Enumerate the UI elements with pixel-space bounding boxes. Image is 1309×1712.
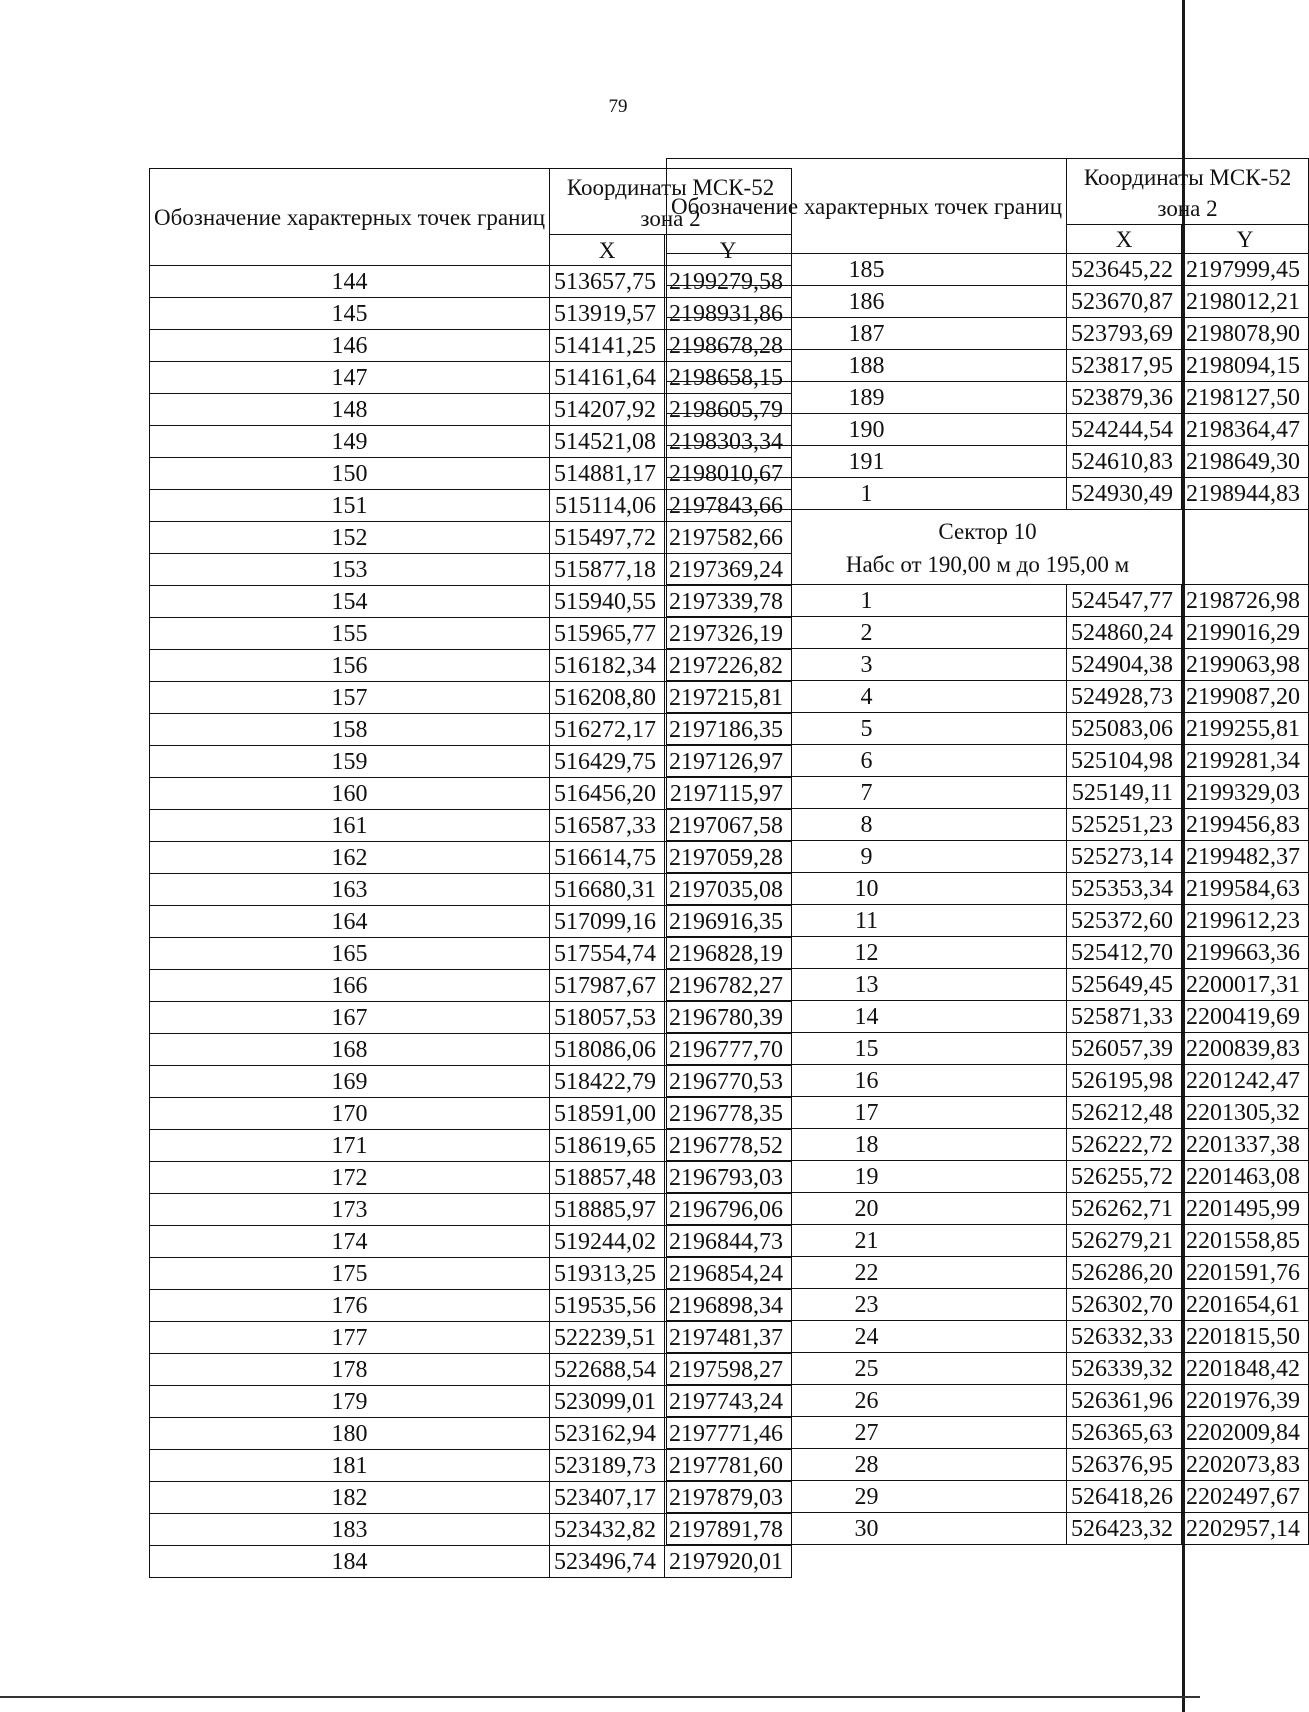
x-coordinate-cell: 516208,80 bbox=[550, 682, 665, 714]
header-coordinates bbox=[1067, 159, 1309, 225]
x-coordinate-cell: 516456,20 bbox=[550, 778, 665, 810]
point-number-cell: 26 bbox=[667, 1385, 1067, 1417]
point-number-cell: 167 bbox=[150, 1002, 550, 1034]
table-row bbox=[667, 382, 1309, 414]
table-row bbox=[667, 1513, 1309, 1545]
point-number-cell: 27 bbox=[667, 1417, 1067, 1449]
y-coordinate-cell: 2197920,01 bbox=[665, 1546, 792, 1578]
y-coordinate-cell: 2196828,19 bbox=[665, 938, 792, 970]
point-number-cell: 165 bbox=[150, 938, 550, 970]
x-coordinate-cell: 526255,72 bbox=[1067, 1161, 1182, 1193]
y-coordinate-cell: 2199279,58 bbox=[665, 266, 792, 298]
point-number-cell: 20 bbox=[667, 1193, 1067, 1225]
table-row bbox=[667, 446, 1309, 478]
x-coordinate-cell: 517099,16 bbox=[550, 906, 665, 938]
point-number-cell: 161 bbox=[150, 810, 550, 842]
x-coordinate-cell: 526195,98 bbox=[1067, 1065, 1182, 1097]
x-coordinate-cell: 519313,25 bbox=[550, 1258, 665, 1290]
table-row bbox=[667, 1385, 1309, 1417]
table-row bbox=[667, 1449, 1309, 1481]
y-coordinate-cell: 2197035,08 bbox=[665, 874, 792, 906]
y-coordinate-cell: 2197598,27 bbox=[665, 1354, 792, 1386]
y-coordinate-cell: 2199612,23 bbox=[1182, 905, 1309, 937]
point-number-cell: 184 bbox=[150, 1546, 550, 1578]
x-coordinate-cell: 524547,77 bbox=[1067, 585, 1182, 617]
table-row bbox=[667, 1033, 1309, 1065]
table-row bbox=[667, 1129, 1309, 1161]
y-coordinate-cell: 2199329,03 bbox=[1182, 777, 1309, 809]
point-number-cell: 152 bbox=[150, 522, 550, 554]
table-row bbox=[667, 969, 1309, 1001]
y-coordinate-cell: 2200419,69 bbox=[1182, 1001, 1309, 1033]
x-coordinate-cell: 525649,45 bbox=[1067, 969, 1182, 1001]
point-number-cell: 182 bbox=[150, 1482, 550, 1514]
table-row bbox=[667, 681, 1309, 713]
y-coordinate-cell: 2199087,20 bbox=[1182, 681, 1309, 713]
x-coordinate-cell: 524930,49 bbox=[1067, 478, 1182, 510]
x-coordinate-cell: 523432,82 bbox=[550, 1514, 665, 1546]
table-row bbox=[667, 873, 1309, 905]
point-number-cell: 171 bbox=[150, 1130, 550, 1162]
point-number-cell: 181 bbox=[150, 1450, 550, 1482]
y-coordinate-cell: 2197326,19 bbox=[665, 618, 792, 650]
x-coordinate-cell: 523817,95 bbox=[1067, 350, 1182, 382]
y-coordinate-cell: 2198605,79 bbox=[665, 394, 792, 426]
y-coordinate-cell: 2199281,34 bbox=[1182, 745, 1309, 777]
table-row bbox=[667, 617, 1309, 649]
header-designation: Обозначение характерных точек границ bbox=[150, 169, 550, 266]
y-coordinate-cell: 2201242,47 bbox=[1182, 1065, 1309, 1097]
x-coordinate-cell: 524244,54 bbox=[1067, 414, 1182, 446]
y-coordinate-cell: 2199663,36 bbox=[1182, 937, 1309, 969]
x-coordinate-cell: 513919,57 bbox=[550, 298, 665, 330]
x-coordinate-cell: 524610,83 bbox=[1067, 446, 1182, 478]
point-number-cell: 183 bbox=[150, 1514, 550, 1546]
header-x: X bbox=[550, 235, 665, 266]
point-number-cell: 30 bbox=[667, 1513, 1067, 1545]
x-coordinate-cell: 519244,02 bbox=[550, 1226, 665, 1258]
x-coordinate-cell: 523189,73 bbox=[550, 1450, 665, 1482]
table-row bbox=[667, 1481, 1309, 1513]
y-coordinate-cell: 2197781,60 bbox=[665, 1450, 792, 1482]
header-designation: Обозначение характерных точек границ bbox=[667, 159, 1067, 254]
y-coordinate-cell: 2196782,27 bbox=[665, 970, 792, 1002]
point-number-cell: 25 bbox=[667, 1353, 1067, 1385]
x-coordinate-cell: 525871,33 bbox=[1067, 1001, 1182, 1033]
y-coordinate-cell: 2196780,39 bbox=[665, 1002, 792, 1034]
right-table-body-top bbox=[667, 254, 1309, 510]
y-coordinate-cell: 2197226,82 bbox=[665, 650, 792, 682]
y-coordinate-cell: 2196793,03 bbox=[665, 1162, 792, 1194]
x-coordinate-cell: 523407,17 bbox=[550, 1482, 665, 1514]
y-coordinate-cell: 2198078,90 bbox=[1182, 318, 1309, 350]
table-row bbox=[667, 745, 1309, 777]
table-row bbox=[667, 841, 1309, 873]
point-number-cell: 18 bbox=[667, 1129, 1067, 1161]
y-coordinate-cell: 2197999,45 bbox=[1182, 254, 1309, 286]
header-coordinates-zone: зона 2 bbox=[640, 206, 701, 231]
x-coordinate-cell: 525083,06 bbox=[1067, 713, 1182, 745]
x-coordinate-cell: 518057,53 bbox=[550, 1002, 665, 1034]
x-coordinate-cell: 516182,34 bbox=[550, 650, 665, 682]
point-number-cell: 170 bbox=[150, 1098, 550, 1130]
table-row bbox=[667, 1289, 1309, 1321]
point-number-cell: 4 bbox=[667, 681, 1067, 713]
y-coordinate-cell: 2199255,81 bbox=[1182, 713, 1309, 745]
point-number-cell: 172 bbox=[150, 1162, 550, 1194]
coordinates-table-right bbox=[666, 158, 1309, 1545]
table-row bbox=[667, 1353, 1309, 1385]
y-coordinate-cell: 2198649,30 bbox=[1182, 446, 1309, 478]
y-coordinate-cell: 2196778,35 bbox=[665, 1098, 792, 1130]
point-number-cell: 157 bbox=[150, 682, 550, 714]
y-coordinate-cell: 2198658,15 bbox=[665, 362, 792, 394]
point-number-cell: 148 bbox=[150, 394, 550, 426]
x-coordinate-cell: 526262,71 bbox=[1067, 1193, 1182, 1225]
point-number-cell: 190 bbox=[667, 414, 1067, 446]
y-coordinate-cell: 2201591,76 bbox=[1182, 1257, 1309, 1289]
point-number-cell: 29 bbox=[667, 1481, 1067, 1513]
header-y: Y bbox=[665, 235, 792, 266]
table-row bbox=[667, 937, 1309, 969]
x-coordinate-cell: 524928,73 bbox=[1067, 681, 1182, 713]
y-coordinate-cell: 2201815,50 bbox=[1182, 1321, 1309, 1353]
point-number-cell: 173 bbox=[150, 1194, 550, 1226]
y-coordinate-cell: 2196796,06 bbox=[665, 1194, 792, 1226]
table-row bbox=[667, 414, 1309, 446]
point-number-cell: 151 bbox=[150, 490, 550, 522]
x-coordinate-cell: 526376,95 bbox=[1067, 1449, 1182, 1481]
y-coordinate-cell: 2197215,81 bbox=[665, 682, 792, 714]
y-coordinate-cell: 2197481,37 bbox=[665, 1322, 792, 1354]
x-coordinate-cell: 523645,22 bbox=[1067, 254, 1182, 286]
y-coordinate-cell: 2198127,50 bbox=[1182, 382, 1309, 414]
point-number-cell: 191 bbox=[667, 446, 1067, 478]
y-coordinate-cell: 2198931,86 bbox=[665, 298, 792, 330]
y-coordinate-cell: 2196854,24 bbox=[665, 1258, 792, 1290]
point-number-cell: 145 bbox=[150, 298, 550, 330]
y-coordinate-cell: 2196777,70 bbox=[665, 1034, 792, 1066]
y-coordinate-cell: 2198010,67 bbox=[665, 458, 792, 490]
x-coordinate-cell: 526423,32 bbox=[1067, 1513, 1182, 1545]
x-coordinate-cell: 515114,06 bbox=[550, 490, 665, 522]
point-number-cell: 8 bbox=[667, 809, 1067, 841]
y-coordinate-cell: 2198726,98 bbox=[1182, 585, 1309, 617]
sector-height-range: Набс от 190,00 м до 195,00 м bbox=[845, 552, 1130, 577]
x-coordinate-cell: 525104,98 bbox=[1067, 745, 1182, 777]
point-number-cell: 13 bbox=[667, 969, 1067, 1001]
table-row bbox=[667, 318, 1309, 350]
point-number-cell: 189 bbox=[667, 382, 1067, 414]
point-number-cell: 159 bbox=[150, 746, 550, 778]
x-coordinate-cell: 526222,72 bbox=[1067, 1129, 1182, 1161]
table-row bbox=[667, 1161, 1309, 1193]
page-number: 79 bbox=[608, 96, 628, 117]
x-coordinate-cell: 526365,63 bbox=[1067, 1417, 1182, 1449]
y-coordinate-cell: 2197879,03 bbox=[665, 1482, 792, 1514]
point-number-cell: 5 bbox=[667, 713, 1067, 745]
y-coordinate-cell: 2202497,67 bbox=[1182, 1481, 1309, 1513]
x-coordinate-cell: 526302,70 bbox=[1067, 1289, 1182, 1321]
y-coordinate-cell: 2201305,32 bbox=[1182, 1097, 1309, 1129]
point-number-cell: 10 bbox=[667, 873, 1067, 905]
point-number-cell: 22 bbox=[667, 1257, 1067, 1289]
x-coordinate-cell: 526332,33 bbox=[1067, 1321, 1182, 1353]
y-coordinate-cell: 2197115,97 bbox=[665, 778, 792, 810]
right-table-body-bottom bbox=[667, 585, 1309, 1545]
x-coordinate-cell: 526418,26 bbox=[1067, 1481, 1182, 1513]
x-coordinate-cell: 526361,96 bbox=[1067, 1385, 1182, 1417]
x-coordinate-cell: 514207,92 bbox=[550, 394, 665, 426]
point-number-cell: 160 bbox=[150, 778, 550, 810]
y-coordinate-cell: 2202073,83 bbox=[1182, 1449, 1309, 1481]
point-number-cell: 154 bbox=[150, 586, 550, 618]
table-row bbox=[667, 1417, 1309, 1449]
point-number-cell: 185 bbox=[667, 254, 1067, 286]
point-number-cell: 11 bbox=[667, 905, 1067, 937]
x-coordinate-cell: 515965,77 bbox=[550, 618, 665, 650]
x-coordinate-cell: 523162,94 bbox=[550, 1418, 665, 1450]
sector-title: Сектор 10 bbox=[938, 519, 1037, 544]
point-number-cell: 162 bbox=[150, 842, 550, 874]
point-number-cell: 19 bbox=[667, 1161, 1067, 1193]
x-coordinate-cell: 514141,25 bbox=[550, 330, 665, 362]
x-coordinate-cell: 525372,60 bbox=[1067, 905, 1182, 937]
x-coordinate-cell: 526286,20 bbox=[1067, 1257, 1182, 1289]
y-coordinate-cell: 2202009,84 bbox=[1182, 1417, 1309, 1449]
point-number-cell: 153 bbox=[150, 554, 550, 586]
x-coordinate-cell: 526212,48 bbox=[1067, 1097, 1182, 1129]
x-coordinate-cell: 518885,97 bbox=[550, 1194, 665, 1226]
x-coordinate-cell: 518422,79 bbox=[550, 1066, 665, 1098]
table-row bbox=[667, 350, 1309, 382]
y-coordinate-cell: 2201558,85 bbox=[1182, 1225, 1309, 1257]
point-number-cell: 23 bbox=[667, 1289, 1067, 1321]
x-coordinate-cell: 524860,24 bbox=[1067, 617, 1182, 649]
point-number-cell: 15 bbox=[667, 1033, 1067, 1065]
point-number-cell: 188 bbox=[667, 350, 1067, 382]
table-row bbox=[667, 1065, 1309, 1097]
point-number-cell: 17 bbox=[667, 1097, 1067, 1129]
y-coordinate-cell: 2196916,35 bbox=[665, 906, 792, 938]
x-coordinate-cell: 516680,31 bbox=[550, 874, 665, 906]
y-coordinate-cell: 2196770,53 bbox=[665, 1066, 792, 1098]
point-number-cell: 147 bbox=[150, 362, 550, 394]
point-number-cell: 178 bbox=[150, 1354, 550, 1386]
x-coordinate-cell: 525273,14 bbox=[1067, 841, 1182, 873]
header-x: X bbox=[1067, 225, 1182, 254]
point-number-cell: 3 bbox=[667, 649, 1067, 681]
x-coordinate-cell: 523879,36 bbox=[1067, 382, 1182, 414]
x-coordinate-cell: 516587,33 bbox=[550, 810, 665, 842]
y-coordinate-cell: 2197843,66 bbox=[665, 490, 792, 522]
scan-border-bottom bbox=[0, 1696, 1200, 1698]
point-number-cell: 175 bbox=[150, 1258, 550, 1290]
x-coordinate-cell: 522239,51 bbox=[550, 1322, 665, 1354]
table-row bbox=[667, 1193, 1309, 1225]
y-coordinate-cell: 2197186,35 bbox=[665, 714, 792, 746]
x-coordinate-cell: 518086,06 bbox=[550, 1034, 665, 1066]
point-number-cell: 12 bbox=[667, 937, 1067, 969]
y-coordinate-cell: 2199063,98 bbox=[1182, 649, 1309, 681]
point-number-cell: 176 bbox=[150, 1290, 550, 1322]
point-number-cell: 14 bbox=[667, 1001, 1067, 1033]
y-coordinate-cell: 2202957,14 bbox=[1182, 1513, 1309, 1545]
y-coordinate-cell: 2201337,38 bbox=[1182, 1129, 1309, 1161]
y-coordinate-cell: 2201848,42 bbox=[1182, 1353, 1309, 1385]
point-number-cell: 21 bbox=[667, 1225, 1067, 1257]
y-coordinate-cell: 2201495,99 bbox=[1182, 1193, 1309, 1225]
table-row bbox=[667, 905, 1309, 937]
y-coordinate-cell: 2199016,29 bbox=[1182, 617, 1309, 649]
x-coordinate-cell: 525412,70 bbox=[1067, 937, 1182, 969]
y-coordinate-cell: 2199482,37 bbox=[1182, 841, 1309, 873]
y-coordinate-cell: 2200839,83 bbox=[1182, 1033, 1309, 1065]
header-y: Y bbox=[1182, 225, 1309, 254]
point-number-cell: 28 bbox=[667, 1449, 1067, 1481]
x-coordinate-cell: 517987,67 bbox=[550, 970, 665, 1002]
y-coordinate-cell: 2197743,24 bbox=[665, 1386, 792, 1418]
x-coordinate-cell: 526339,32 bbox=[1067, 1353, 1182, 1385]
point-number-cell: 24 bbox=[667, 1321, 1067, 1353]
x-coordinate-cell: 516614,75 bbox=[550, 842, 665, 874]
x-coordinate-cell: 524904,38 bbox=[1067, 649, 1182, 681]
x-coordinate-cell: 516272,17 bbox=[550, 714, 665, 746]
sector-block bbox=[667, 510, 1309, 585]
point-number-cell: 158 bbox=[150, 714, 550, 746]
y-coordinate-cell: 2198944,83 bbox=[1182, 478, 1309, 510]
point-number-cell: 1 bbox=[667, 585, 1067, 617]
y-coordinate-cell: 2201654,61 bbox=[1182, 1289, 1309, 1321]
x-coordinate-cell: 518591,00 bbox=[550, 1098, 665, 1130]
table-row bbox=[667, 1225, 1309, 1257]
point-number-cell: 144 bbox=[150, 266, 550, 298]
y-coordinate-cell: 2198678,28 bbox=[665, 330, 792, 362]
point-number-cell: 2 bbox=[667, 617, 1067, 649]
point-number-cell: 149 bbox=[150, 426, 550, 458]
y-coordinate-cell: 2196778,52 bbox=[665, 1130, 792, 1162]
x-coordinate-cell: 515497,72 bbox=[550, 522, 665, 554]
table-row bbox=[667, 254, 1309, 286]
point-number-cell: 9 bbox=[667, 841, 1067, 873]
point-number-cell: 166 bbox=[150, 970, 550, 1002]
x-coordinate-cell: 514881,17 bbox=[550, 458, 665, 490]
x-coordinate-cell: 525149,11 bbox=[1067, 777, 1182, 809]
point-number-cell: 163 bbox=[150, 874, 550, 906]
table-row bbox=[667, 649, 1309, 681]
x-coordinate-cell: 525251,23 bbox=[1067, 809, 1182, 841]
table-row bbox=[667, 777, 1309, 809]
point-number-cell: 146 bbox=[150, 330, 550, 362]
point-number-cell: 150 bbox=[150, 458, 550, 490]
table-row bbox=[150, 1546, 792, 1578]
header-coordinates-system: Координаты МСК-52 bbox=[1083, 165, 1292, 190]
point-number-cell: 179 bbox=[150, 1386, 550, 1418]
x-coordinate-cell: 514161,64 bbox=[550, 362, 665, 394]
point-number-cell: 174 bbox=[150, 1226, 550, 1258]
table-row bbox=[667, 1001, 1309, 1033]
point-number-cell: 169 bbox=[150, 1066, 550, 1098]
table-row bbox=[667, 1257, 1309, 1289]
point-number-cell: 16 bbox=[667, 1065, 1067, 1097]
x-coordinate-cell: 519535,56 bbox=[550, 1290, 665, 1322]
sector-row bbox=[667, 510, 1309, 585]
table-row bbox=[667, 1097, 1309, 1129]
sector-caption bbox=[667, 510, 1309, 585]
y-coordinate-cell: 2196898,34 bbox=[665, 1290, 792, 1322]
point-number-cell: 164 bbox=[150, 906, 550, 938]
y-coordinate-cell: 2196844,73 bbox=[665, 1226, 792, 1258]
x-coordinate-cell: 526057,39 bbox=[1067, 1033, 1182, 1065]
x-coordinate-cell: 518857,48 bbox=[550, 1162, 665, 1194]
table-row bbox=[667, 585, 1309, 617]
header-coordinates-zone: зона 2 bbox=[1157, 196, 1218, 221]
table-row bbox=[667, 713, 1309, 745]
y-coordinate-cell: 2197369,24 bbox=[665, 554, 792, 586]
y-coordinate-cell: 2200017,31 bbox=[1182, 969, 1309, 1001]
x-coordinate-cell: 523099,01 bbox=[550, 1386, 665, 1418]
point-number-cell: 156 bbox=[150, 650, 550, 682]
y-coordinate-cell: 2197582,66 bbox=[665, 522, 792, 554]
y-coordinate-cell: 2198303,34 bbox=[665, 426, 792, 458]
header-coordinates-system: Координаты МСК-52 bbox=[566, 175, 775, 200]
x-coordinate-cell: 515877,18 bbox=[550, 554, 665, 586]
point-number-cell: 187 bbox=[667, 318, 1067, 350]
point-number-cell: 155 bbox=[150, 618, 550, 650]
x-coordinate-cell: 523496,74 bbox=[550, 1546, 665, 1578]
y-coordinate-cell: 2197771,46 bbox=[665, 1418, 792, 1450]
y-coordinate-cell: 2197339,78 bbox=[665, 586, 792, 618]
point-number-cell: 186 bbox=[667, 286, 1067, 318]
x-coordinate-cell: 526279,21 bbox=[1067, 1225, 1182, 1257]
table-row bbox=[667, 809, 1309, 841]
x-coordinate-cell: 515940,55 bbox=[550, 586, 665, 618]
x-coordinate-cell: 514521,08 bbox=[550, 426, 665, 458]
y-coordinate-cell: 2197059,28 bbox=[665, 842, 792, 874]
y-coordinate-cell: 2198364,47 bbox=[1182, 414, 1309, 446]
y-coordinate-cell: 2201463,08 bbox=[1182, 1161, 1309, 1193]
x-coordinate-cell: 513657,75 bbox=[550, 266, 665, 298]
y-coordinate-cell: 2197067,58 bbox=[665, 810, 792, 842]
x-coordinate-cell: 525353,34 bbox=[1067, 873, 1182, 905]
point-number-cell: 180 bbox=[150, 1418, 550, 1450]
x-coordinate-cell: 523793,69 bbox=[1067, 318, 1182, 350]
y-coordinate-cell: 2199456,83 bbox=[1182, 809, 1309, 841]
point-number-cell: 1 bbox=[667, 478, 1067, 510]
y-coordinate-cell: 2197126,97 bbox=[665, 746, 792, 778]
x-coordinate-cell: 522688,54 bbox=[550, 1354, 665, 1386]
point-number-cell: 177 bbox=[150, 1322, 550, 1354]
x-coordinate-cell: 517554,74 bbox=[550, 938, 665, 970]
y-coordinate-cell: 2198012,21 bbox=[1182, 286, 1309, 318]
table-row bbox=[667, 1321, 1309, 1353]
table-row bbox=[667, 286, 1309, 318]
y-coordinate-cell: 2197891,78 bbox=[665, 1514, 792, 1546]
y-coordinate-cell: 2199584,63 bbox=[1182, 873, 1309, 905]
x-coordinate-cell: 516429,75 bbox=[550, 746, 665, 778]
x-coordinate-cell: 523670,87 bbox=[1067, 286, 1182, 318]
x-coordinate-cell: 518619,65 bbox=[550, 1130, 665, 1162]
point-number-cell: 168 bbox=[150, 1034, 550, 1066]
table-row bbox=[667, 478, 1309, 510]
point-number-cell: 6 bbox=[667, 745, 1067, 777]
y-coordinate-cell: 2201976,39 bbox=[1182, 1385, 1309, 1417]
y-coordinate-cell: 2198094,15 bbox=[1182, 350, 1309, 382]
point-number-cell: 7 bbox=[667, 777, 1067, 809]
